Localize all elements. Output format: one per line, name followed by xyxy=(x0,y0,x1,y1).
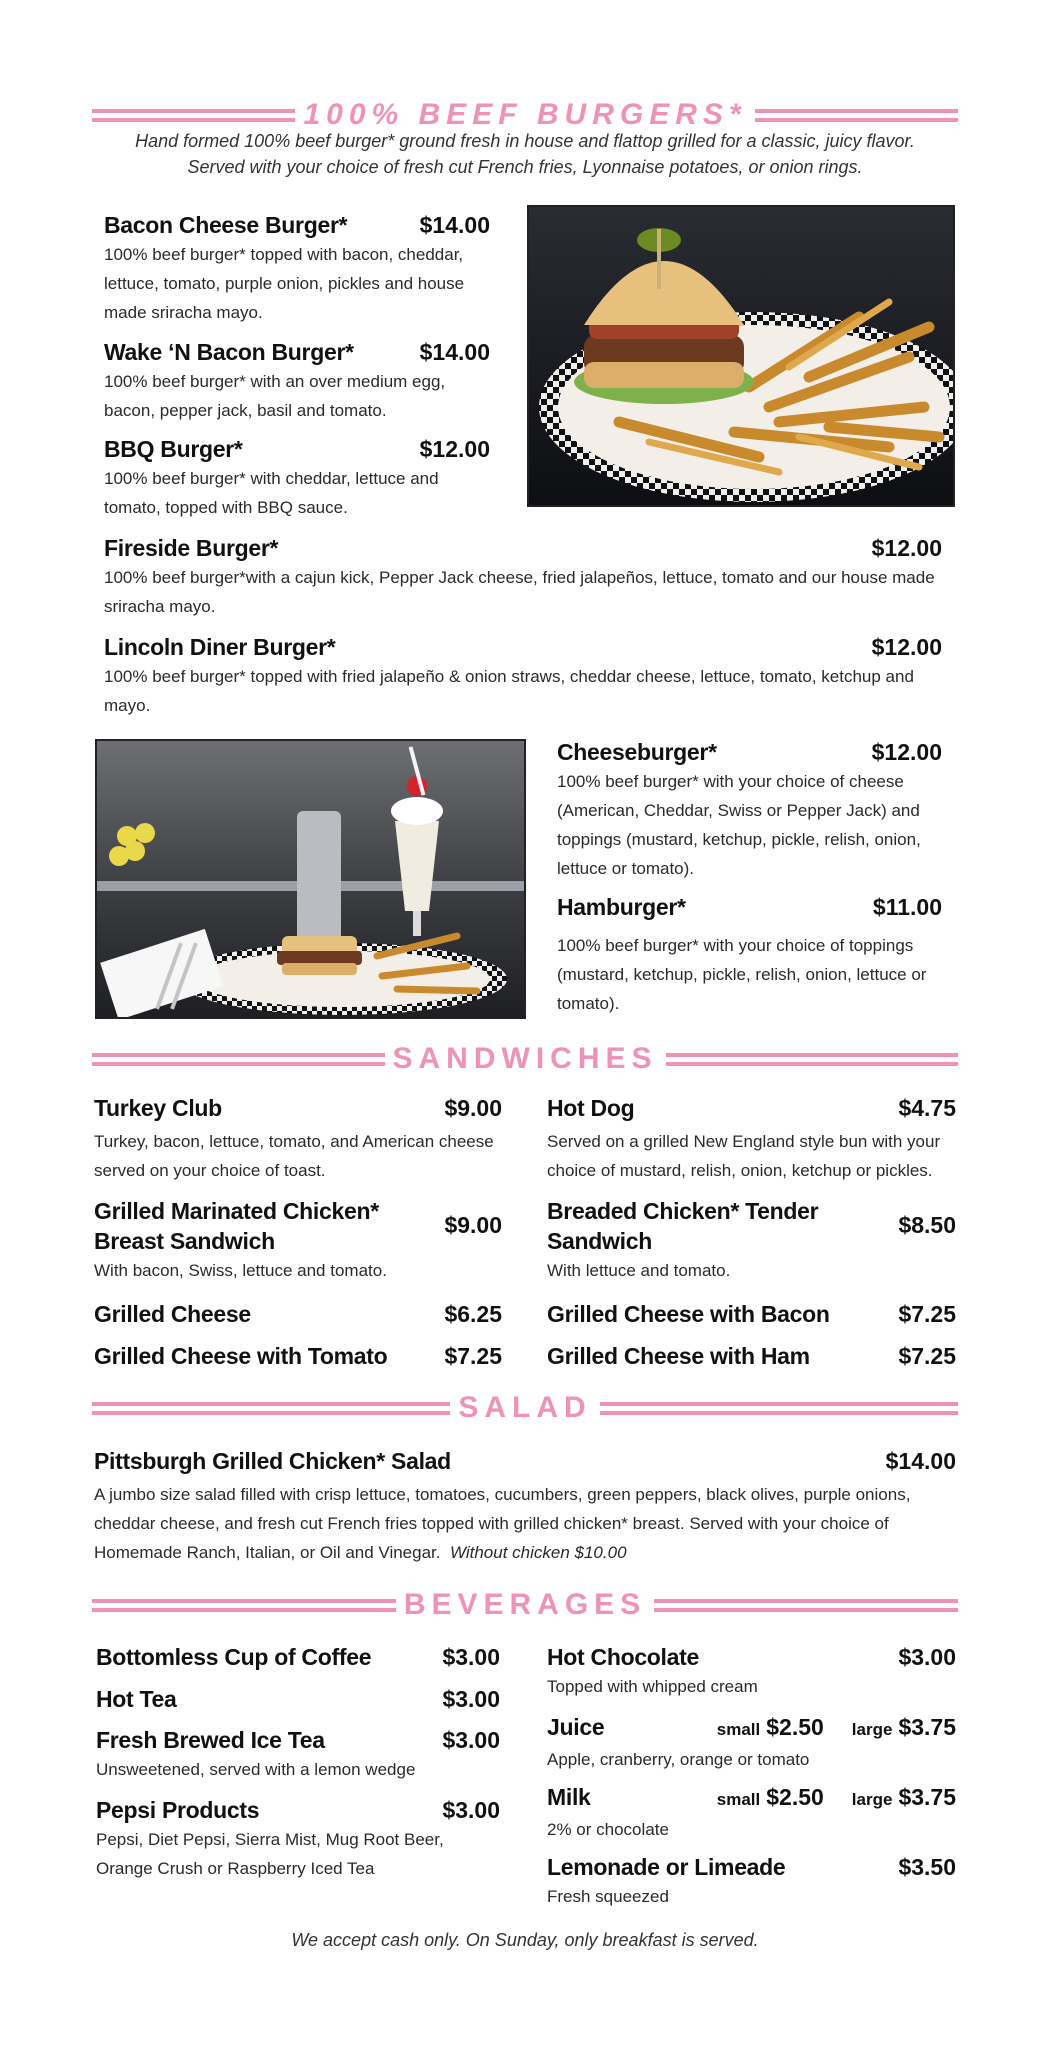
item-price: $7.25 xyxy=(898,1343,956,1369)
item-name: Hot Chocolate xyxy=(547,1644,699,1670)
item-price: $9.00 xyxy=(444,1212,502,1238)
item-description: With bacon, Swiss, lettuce and tomato. xyxy=(94,1261,387,1280)
item-description: Unsweetened, served with a lemon wedge xyxy=(96,1760,416,1779)
large-price xyxy=(852,1712,956,1745)
small-price xyxy=(717,1782,824,1815)
menu-item-fresh-brewed-ice-tea xyxy=(96,1725,500,1784)
menu-item-wake-n-bacon-burger xyxy=(104,337,490,425)
menu-item-lemonade-or-limeade xyxy=(547,1852,956,1911)
large-price xyxy=(852,1782,956,1815)
item-price: $6.25 xyxy=(444,1301,502,1327)
menu-item-grilled-cheese-with-ham xyxy=(547,1341,956,1371)
item-name: Hot Tea xyxy=(96,1686,177,1712)
diner-counter-photo xyxy=(95,739,526,1019)
heading-rule-right xyxy=(654,1599,958,1612)
item-name: Grilled Cheese xyxy=(94,1301,251,1327)
item-description: With lettuce and tomato. xyxy=(547,1261,731,1280)
item-price: $3.00 xyxy=(442,1727,500,1753)
item-name: Fireside Burger* xyxy=(104,535,279,561)
item-description: 100% beef burger* topped with bacon, cheddar, lettuce, tomato, purple onion, pickles and house made sriracha mayo. xyxy=(104,245,465,322)
menu-item-grilled-cheese-with-tomato xyxy=(94,1341,502,1371)
item-description: Fresh squeezed xyxy=(547,1887,669,1906)
item-description: 100% beef burger* with your choice of cheese (American, Cheddar, Swiss or Pepper Jack) and toppings (mustard, ketchup, pickle, relish, onion, lettuce or tomato). xyxy=(557,772,921,878)
item-description: Served on a grilled New England style bun with your choice of mustard, relish, onion, ketchup or pickles. xyxy=(547,1132,941,1180)
burgers-heading-text: 100% BEEF BURGERS* xyxy=(303,98,747,131)
menu-item-pittsburgh-grilled-chicken-salad xyxy=(94,1446,956,1567)
burgers-intro-line-1: Hand formed 100% beef burger* ground fresh in house and flattop grilled for a classic, juicy flavor. xyxy=(135,131,915,151)
size-label-small: small xyxy=(716,1720,761,1739)
salad-heading-text: SALAD xyxy=(458,1391,592,1424)
size-price-group xyxy=(717,1712,956,1745)
item-name: Breaded Chicken* Tender Sandwich xyxy=(547,1198,819,1254)
item-price: $14.00 xyxy=(885,1448,956,1474)
item-name: Turkey Club xyxy=(94,1095,222,1121)
size-label-large: large xyxy=(851,1790,893,1809)
item-price: $9.00 xyxy=(444,1095,502,1121)
item-description: 100% beef burger* topped with fried jalapeño & onion straws, cheddar cheese, lettuce, tomato, ketchup and mayo. xyxy=(104,667,914,715)
item-name: Bottomless Cup of Coffee xyxy=(96,1644,372,1670)
menu-item-grilled-cheese-with-bacon xyxy=(547,1299,956,1329)
item-price: $3.00 xyxy=(442,1797,500,1823)
burgers-intro xyxy=(92,128,958,180)
milkshake-burger-illustration xyxy=(97,741,526,1019)
item-description: Turkey, bacon, lettuce, tomato, and American cheese served on your choice of toast. xyxy=(94,1132,494,1180)
heading-rule-left xyxy=(92,1402,450,1415)
salad-heading xyxy=(92,1391,958,1425)
price-small-value: $2.50 xyxy=(766,1714,824,1740)
menu-item-grilled-marinated-chicken-sandwich xyxy=(94,1196,502,1285)
item-name: Lincoln Diner Burger* xyxy=(104,634,336,660)
item-description: 100% beef burger* with cheddar, lettuce and tomato, topped with BBQ sauce. xyxy=(104,469,439,517)
menu-item-hot-tea xyxy=(96,1684,500,1714)
menu-item-fireside-burger xyxy=(104,533,942,621)
size-label-small: small xyxy=(716,1790,761,1809)
small-price xyxy=(717,1712,824,1745)
item-price: $11.00 xyxy=(872,894,942,920)
item-price: $7.25 xyxy=(898,1301,956,1327)
item-name: Bacon Cheese Burger* xyxy=(104,212,348,238)
item-name: BBQ Burger* xyxy=(104,436,243,462)
size-label-large: large xyxy=(851,1720,893,1739)
price-large-value: $3.75 xyxy=(898,1784,956,1810)
item-description: 100% beef burger* with an over medium egg, bacon, pepper jack, basil and tomato. xyxy=(104,372,446,420)
item-description: Pepsi, Diet Pepsi, Sierra Mist, Mug Root Beer, Orange Crush or Raspberry Iced Tea xyxy=(96,1830,444,1878)
menu-item-breaded-chicken-tender-sandwich xyxy=(547,1196,956,1285)
item-name: Grilled Cheese with Ham xyxy=(547,1343,810,1369)
sandwiches-heading-text: SANDWICHES xyxy=(392,1042,658,1075)
menu-item-juice xyxy=(547,1712,956,1774)
item-price: $3.00 xyxy=(442,1686,500,1712)
heading-rule-left xyxy=(92,109,295,122)
menu-item-turkey-club xyxy=(94,1093,502,1185)
item-description xyxy=(94,1480,956,1567)
beverages-heading xyxy=(92,1588,958,1622)
item-price: $7.25 xyxy=(444,1343,502,1369)
menu-item-pepsi-products xyxy=(96,1795,500,1883)
item-price: $3.00 xyxy=(442,1644,500,1670)
item-price: $3.00 xyxy=(898,1644,956,1670)
item-name: Pepsi Products xyxy=(96,1797,260,1823)
salad-description-text: A jumbo size salad filled with crisp lettuce, tomatoes, cucumbers, green peppers, black olives, purple onions, cheddar cheese, and fresh cut French fries topped with grilled chicken* breast. Served with your choice of Homemade Ranch, Italian, or Oil and Vinegar. xyxy=(94,1485,911,1562)
item-name: Cheeseburger* xyxy=(557,739,717,765)
item-price: $12.00 xyxy=(871,535,942,561)
item-description: Topped with whipped cream xyxy=(547,1677,758,1696)
price-small-value: $2.50 xyxy=(766,1784,824,1810)
item-name: Hot Dog xyxy=(547,1095,635,1121)
item-price: $14.00 xyxy=(419,212,490,238)
item-price: $3.50 xyxy=(898,1854,956,1880)
burgers-heading xyxy=(92,98,958,132)
item-price: $12.00 xyxy=(871,634,942,660)
menu-item-hot-dog xyxy=(547,1093,956,1185)
heading-rule-left xyxy=(92,1053,385,1066)
item-description: Apple, cranberry, orange or tomato xyxy=(547,1750,810,1769)
menu-item-bacon-cheese-burger xyxy=(104,210,490,327)
menu-item-bottomless-coffee xyxy=(96,1642,500,1672)
burger-fries-photo xyxy=(527,205,955,507)
heading-rule-right xyxy=(666,1053,959,1066)
beverages-heading-text: BEVERAGES xyxy=(403,1588,647,1621)
sandwiches-heading xyxy=(92,1042,958,1076)
menu-item-milk xyxy=(547,1782,956,1844)
item-name: Juice xyxy=(547,1714,605,1740)
burger-plate-illustration xyxy=(529,207,955,507)
price-large-value: $3.75 xyxy=(898,1714,956,1740)
heading-rule-right xyxy=(755,109,958,122)
item-price: $12.00 xyxy=(871,739,942,765)
burgers-intro-line-2: Served with your choice of fresh cut French fries, Lyonnaise potatoes, or onion rings. xyxy=(187,157,863,177)
heading-rule-right xyxy=(600,1402,958,1415)
item-price: $4.75 xyxy=(898,1095,956,1121)
menu-item-lincoln-diner-burger xyxy=(104,632,942,720)
item-description: 100% beef burger* with your choice of toppings (mustard, ketchup, pickle, relish, onion, lettuce or tomato). xyxy=(557,936,927,1013)
footer-note: We accept cash only. On Sunday, only breakfast is served. xyxy=(291,1930,759,1950)
item-price: $12.00 xyxy=(419,436,490,462)
item-description: 2% or chocolate xyxy=(547,1820,669,1839)
salad-no-chicken-note: Without chicken $10.00 xyxy=(449,1543,627,1562)
item-name: Milk xyxy=(547,1784,591,1810)
item-name: Wake ‘N Bacon Burger* xyxy=(104,339,354,365)
item-name: Hamburger* xyxy=(557,894,686,920)
item-price: $8.50 xyxy=(898,1212,956,1238)
menu-item-cheeseburger xyxy=(557,737,942,883)
heading-rule-left xyxy=(92,1599,396,1612)
item-name: Pittsburgh Grilled Chicken* Salad xyxy=(94,1448,451,1474)
menu-item-grilled-cheese xyxy=(94,1299,502,1329)
item-name: Grilled Cheese with Tomato xyxy=(94,1343,388,1369)
menu-item-hot-chocolate xyxy=(547,1642,956,1701)
item-name: Lemonade or Limeade xyxy=(547,1854,786,1880)
item-name: Grilled Marinated Chicken* Breast Sandwich xyxy=(94,1198,379,1254)
item-description: 100% beef burger*with a cajun kick, Pepper Jack cheese, fried jalapeños, lettuce, tomato and our house made sriracha mayo. xyxy=(104,568,935,616)
menu-item-hamburger xyxy=(557,892,942,1018)
size-price-group xyxy=(717,1782,956,1815)
item-name: Fresh Brewed Ice Tea xyxy=(96,1727,325,1753)
item-name: Grilled Cheese with Bacon xyxy=(547,1301,830,1327)
menu-item-bbq-burger xyxy=(104,434,490,522)
item-price: $14.00 xyxy=(419,339,490,365)
